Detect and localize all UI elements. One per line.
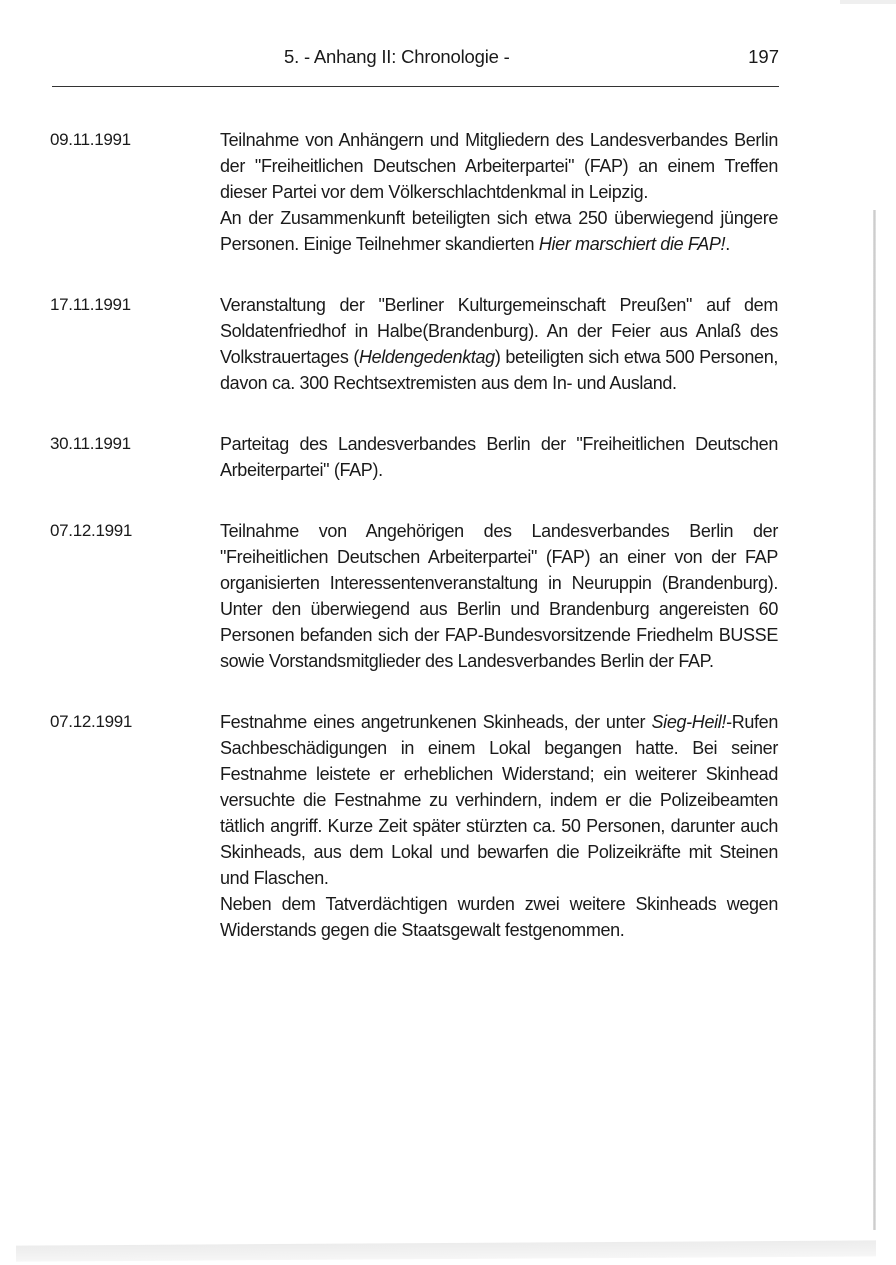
running-header-title: 5. - Anhang II: Chronologie -: [284, 46, 510, 67]
text-segment: Neben dem Tatverdächtigen wurden zwei weitere Skinheads wegen Widerstands gegen die Staatsgewalt festgenommen.: [220, 894, 778, 940]
page-number: 197: [748, 46, 779, 67]
text-segment: Veranstaltung der "Berliner Kulturgemeinschaft Preußen" auf dem Soldatenfriedhof in Halbe(Brandenburg). An der Feier aus Anlaß des Volkstrauertages (: [220, 295, 778, 367]
entry-body: [220, 292, 778, 396]
italic-term: Heldengedenktag: [358, 347, 495, 367]
text-segment: ) beteiligten sich etwa 500 Personen, davon ca. 300 Rechtsextremisten aus dem In- und Ausland.: [220, 347, 778, 393]
chronology-entry: [50, 292, 780, 396]
chronology-entry: [50, 709, 780, 943]
entry-paragraph: [220, 518, 778, 674]
entry-paragraph: [220, 431, 778, 483]
chronology-entry: [50, 518, 780, 674]
entry-body: [220, 431, 778, 483]
entry-body: [220, 127, 778, 257]
header-rule: [52, 86, 779, 87]
text-segment: Festnahme eines angetrunkenen Skinheads, der unter: [220, 712, 652, 732]
text-segment: .: [725, 234, 730, 254]
chronology-entry: [50, 127, 780, 257]
entry-paragraph: [220, 709, 778, 891]
text-segment: An der Zusammenkunft beteiligten sich etwa 250 überwiegend jüngere Personen. Einige Teilnehmer skandierten: [220, 208, 778, 254]
entry-paragraph: [220, 205, 778, 257]
text-segment: -Rufen Sachbeschädigungen in einem Lokal begangen hatte. Bei seiner Festnahme leistete er erheblichen Widerstand; ein weiterer Skinhead versuchte die Festnahme zu verhindern, indem er die Polizeibeamten tätlich angriff. Kurze Zeit später stürzten ca. 50 Personen, darunter auch Skinheads, aus dem Lokal und bewarfen die Polizeikräfte mit Steinen und Flaschen.: [220, 712, 778, 888]
scan-edge-bottom: [16, 1240, 876, 1261]
entry-body: [220, 709, 778, 943]
page-header: [52, 46, 779, 76]
entry-date: 07.12.1991: [50, 521, 133, 540]
entry-body: [220, 518, 778, 674]
quoted-chant: Sieg-Heil!: [651, 712, 727, 732]
quoted-chant: Hier marschiert die FAP!: [538, 234, 726, 254]
text-segment: Teilnahme von Angehörigen des Landesverbandes Berlin der "Freiheitlichen Deutschen Arbeiterpartei" (FAP) an einer von der FAP organisierten Interessentenveranstaltung in Neuruppin (Brandenburg). Unter den überwiegend aus Berlin und Brandenburg angereisten 60 Personen befanden sich der FAP-Bundesvorsitzende Friedhelm BUSSE sowie Vorstandsmitglieder des Landesverbandes Berlin der FAP.: [220, 521, 778, 671]
entry-date: 07.12.1991: [50, 712, 133, 731]
entry-paragraph: [220, 127, 778, 205]
text-segment: Parteitag des Landesverbandes Berlin der "Freiheitlichen Deutschen Arbeiterpartei" (FAP).: [220, 434, 778, 480]
chronology-entry: [50, 431, 780, 483]
scan-edge-top: [840, 0, 896, 4]
entry-paragraph: [220, 891, 778, 943]
text-segment: Teilnahme von Anhängern und Mitgliedern des Landesverbandes Berlin der "Freiheitlichen Deutschen Arbeiterpartei" (FAP) an einem Treffen dieser Partei vor dem Völkerschlachtdenkmal in Leipzig.: [220, 130, 778, 202]
entry-date: 17.11.1991: [50, 295, 131, 314]
entry-date: 09.11.1991: [50, 130, 131, 149]
scan-edge-right: [873, 210, 876, 1230]
entry-date: 30.11.1991: [50, 434, 131, 453]
chronology-entries: [50, 127, 780, 978]
entry-paragraph: [220, 292, 778, 396]
